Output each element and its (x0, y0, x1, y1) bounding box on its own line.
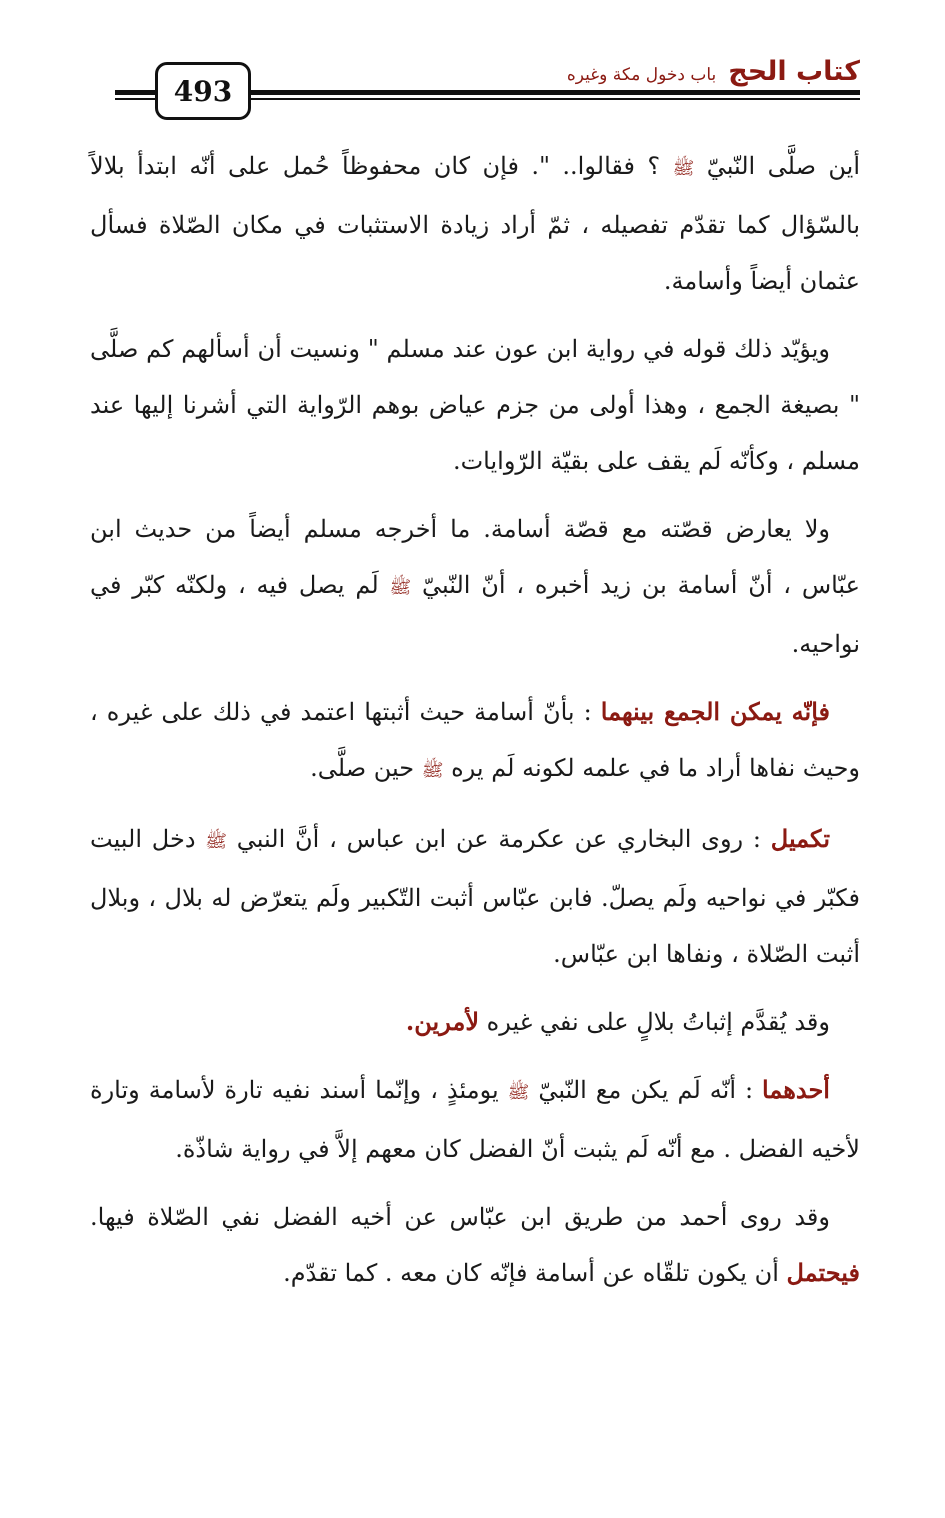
paragraph (90, 138, 860, 309)
text-segment: أين صلَّى النّبيّ (694, 152, 860, 180)
honorific-symbol: ﷺ (389, 577, 412, 598)
text-segment: ولا يعارض قصّته مع قصّة أسامة. ما أخرجه مسلم أيضاً من حديث ابن عبّاس ، أنّ أسامة بن زيد أخبره ، أنّ النّبيّ (90, 515, 860, 599)
text-segment: ويؤيّد ذلك قوله في رواية ابن عون عند مسلم " ونسيت أن أسألهم كم صلَّى " بصيغة الجمع ، وهذا أولى من جزم عياض بوهم الرّواية التي أشرنا إليها عند مسلم ، وكأنّه لَم يقف على بقيّة الرّوايات. (90, 335, 860, 475)
honorific-symbol: ﷺ (507, 1082, 530, 1103)
paragraph (90, 501, 860, 672)
paragraph (90, 1189, 860, 1301)
text-segment: حين صلَّى. (310, 754, 422, 782)
text-segment: : أنّه لَم يكن مع النّبيّ (529, 1076, 763, 1104)
highlighted-keyword: فإنّه يمكن الجمع بينهما (600, 697, 830, 726)
header-titles (567, 56, 860, 87)
text-segment: يومئذٍ ، وإنّما أسند نفيه تارة لأسامة وتارة لأخيه الفضل . مع أنّه لَم يثبت أنّ الفضل كان معهم إلاَّ في رواية شاذّة. (90, 1076, 860, 1163)
chapter-title: باب دخول مكة وغيره (566, 65, 717, 85)
highlighted-keyword: لأمرين. (405, 1007, 480, 1036)
text-segment: ؟ فقالوا.. ". فإن كان محفوظاً حُمل على أنّه ابتدأ بلالاً بالسّؤال كما تقدّم تفصيله ، ثمّ أراد زيادة الاستثبات في مكان الصّلاة فسأل عثمان أيضاً وأسامة. (90, 152, 860, 295)
paragraph (90, 321, 860, 489)
paragraph (90, 1062, 860, 1177)
highlighted-keyword: فيحتمل (786, 1258, 860, 1287)
page-body (90, 138, 860, 1313)
text-segment: أن يكون تلقّاه عن أسامة فإنّه كان معه . كما تقدّم. (283, 1259, 787, 1287)
text-segment: : روى البخاري عن عكرمة عن ابن عباس ، أنَّ النبي (227, 825, 771, 853)
paragraph (90, 811, 860, 982)
book-title-text: كتاب الحج (728, 56, 860, 87)
text-segment: وقد روى أحمد من طريق ابن عبّاس عن أخيه الفضل نفي الصّلاة فيها. (90, 1203, 830, 1231)
page-number: 493 (155, 62, 251, 120)
paragraph (90, 684, 860, 799)
highlighted-keyword: تكميل (770, 824, 830, 853)
text-segment: لَم يصل فيه ، ولكنّه كبّر في نواحيه. (90, 571, 860, 658)
page-header (115, 52, 860, 122)
text-segment: : بأنّ أسامة حيث أثبتها اعتمد في ذلك على غيره ، وحيث نفاها أراد ما في علمه لكونه لَم يره (90, 698, 860, 782)
honorific-symbol: ﷺ (672, 158, 695, 179)
book-title (728, 56, 860, 87)
text-segment: دخل البيت فكبّر في نواحيه ولَم يصلّ. فابن عبّاس أثبت التّكبير ولَم يتعرّض له بلال ، وبلال أثبت الصّلاة ، ونفاها ابن عبّاس. (90, 825, 860, 968)
honorific-symbol: ﷺ (421, 760, 444, 781)
highlighted-keyword: أحدهما (762, 1075, 830, 1104)
honorific-symbol: ﷺ (205, 831, 228, 852)
text-segment: وقد يُقدَّم إثباتُ بلالٍ على نفي غيره (479, 1008, 830, 1036)
paragraph (90, 994, 860, 1050)
